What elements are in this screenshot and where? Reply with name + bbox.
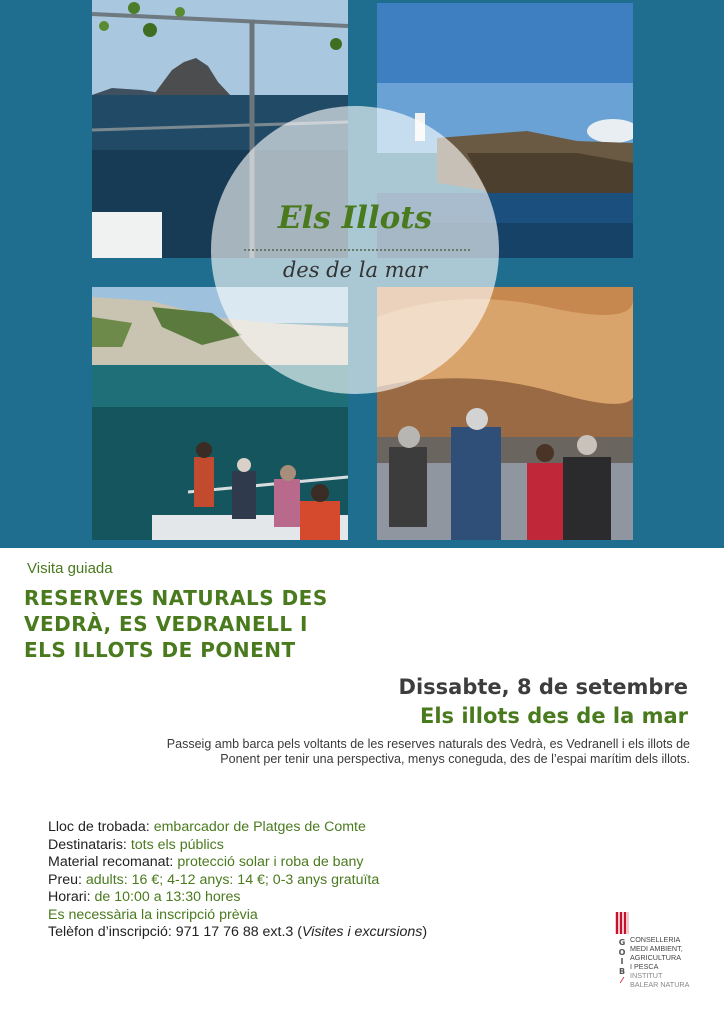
meeting-label: Lloc de trobada: (48, 819, 150, 835)
main-title-line: RESERVES NATURALS DES (24, 586, 328, 610)
event-date: Dissabte, 8 de setembre (398, 675, 688, 699)
event-description (20, 737, 690, 767)
hero-subtitle: des de la mar (282, 258, 428, 282)
description-line: Ponent per tenir una perspectiva, menys coneguda, des de l’espai marítim dels illots. (220, 752, 690, 766)
price (48, 872, 588, 890)
phone-close: ) (422, 924, 428, 940)
goib-letter: B (618, 966, 626, 976)
main-title (24, 585, 424, 663)
meeting-value: embarcador de Platges de Comte (153, 819, 366, 835)
event-title: Els illots des de la mar (420, 704, 688, 728)
goib-logo (614, 912, 714, 1002)
dotted-divider (244, 249, 470, 251)
phone-value: 971 17 76 88 ext.3 ( (175, 924, 302, 940)
goib-department (630, 935, 689, 989)
goib-slash-icon: ⁄ (621, 976, 623, 985)
registration-phone (48, 924, 588, 942)
price-value: adults: 16 €; 4-12 anys: 14 €; 0-3 anys gratuïta (85, 871, 380, 888)
goib-letter: O (618, 947, 626, 957)
schedule-value: de 10:00 a 13:30 hores (94, 889, 241, 905)
phone-label: Telèfon d’inscripció: (48, 924, 172, 940)
price-label: Preu: (48, 871, 82, 888)
registration-note: Es necessària la inscripció prèvia (48, 906, 258, 923)
material-label: Material recomanat: (48, 854, 174, 870)
phone-department: Visites i excursions (301, 924, 423, 940)
hero-title: Els Illots (277, 200, 433, 236)
institute-line: INSTITUT (630, 971, 663, 980)
schedule (48, 889, 588, 907)
department-line: AGRICULTURA (630, 953, 681, 962)
audience-label: Destinataris: (48, 836, 127, 853)
department-line: CONSELLERIA (630, 935, 681, 944)
department-line: I PESCA (630, 962, 659, 971)
details-list (48, 819, 588, 942)
main-title-line: VEDRÀ, ES VEDRANELL I (24, 612, 308, 636)
goib-letter: I (620, 957, 624, 966)
audience (48, 837, 588, 855)
institute-line: BALEAR NATURA (630, 980, 690, 989)
main-title-line: ELS ILLOTS DE PONENT (24, 638, 296, 662)
goib-flag-icon (615, 912, 629, 934)
description-line: Passeig amb barca pels voltants de les reserves naturals des Vedrà, es Vedranell i els illots de (166, 737, 690, 751)
goib-letters (617, 938, 627, 986)
kicker-label: Visita guiada (27, 560, 113, 577)
department-line: MEDI AMBIENT, (630, 944, 683, 953)
material-value: protecció solar i roba de bany (177, 854, 364, 870)
schedule-label: Horari: (48, 889, 91, 905)
meeting-point (48, 819, 588, 837)
goib-letter: G (618, 938, 626, 947)
recommended-material (48, 854, 588, 872)
audience-value: tots els públics (130, 836, 224, 853)
